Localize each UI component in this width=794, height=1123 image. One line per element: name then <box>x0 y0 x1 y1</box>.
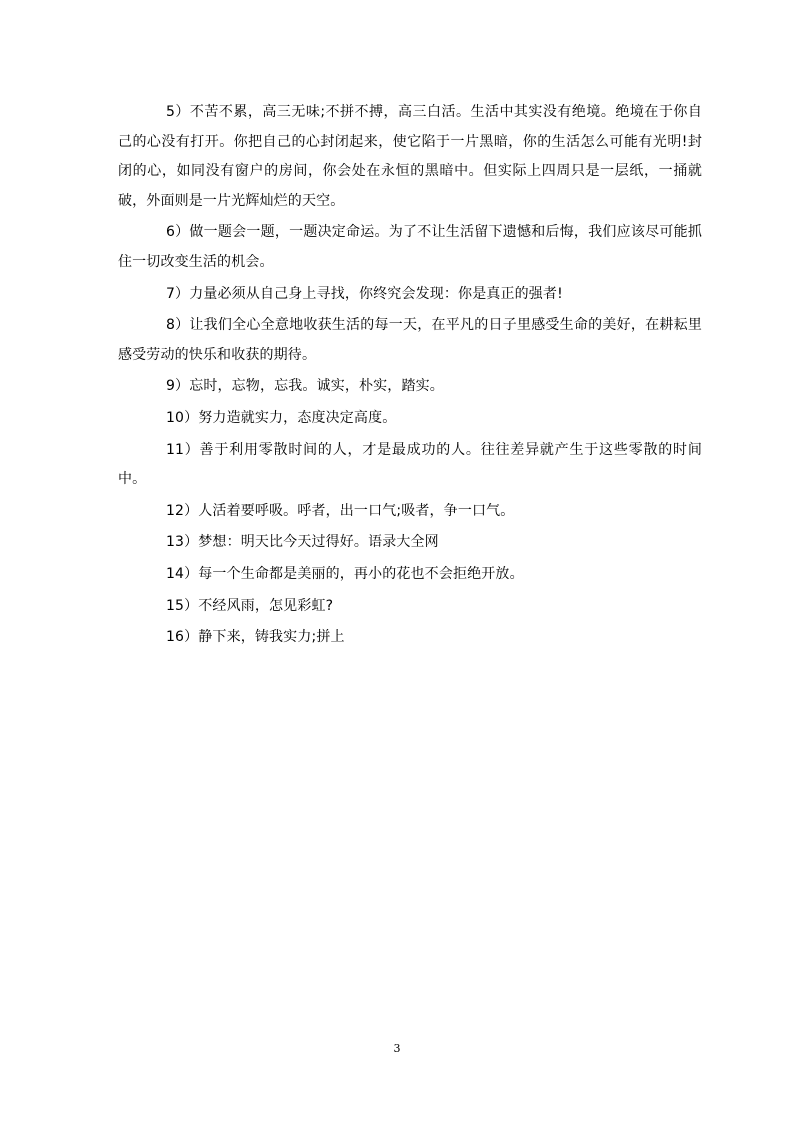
paragraph-14: 14）每一个生命都是美丽的，再小的花也不会拒绝开放。 <box>166 565 524 582</box>
paragraph-15: 15）不经风雨，怎见彩虹? <box>166 597 334 614</box>
paragraph-10: 10）努力造就实力，态度决定高度。 <box>166 409 397 426</box>
paragraph-5: 5）不苦不累，高三无味;不拼不搏，高三白活。生活中其实没有绝境。绝境在于你自己的心没有打开。你把自己的心封闭起来，使它陷于一片黑暗，你的生活怎么可能有光明!封闭的心，如同没有窗户的房间，你会处在永恒的黑暗中。但实际上四周只是一层纸，一捅就破，外面则是一片光辉灿烂的天空。 <box>118 104 702 209</box>
paragraph-16: 16）静下来，铸我实力;拼上 <box>166 629 345 646</box>
paragraph-9: 9）忘时，忘物，忘我。诚实，朴实，踏实。 <box>166 378 444 395</box>
paragraph-7: 7）力量必须从自己身上寻找，你终究会发现：你是真正的强者! <box>166 285 563 302</box>
paragraph-8: 8）让我们全心全意地收获生活的每一天，在平凡的日子里感受生命的美好，在耕耘里感受劳动的快乐和收获的期待。 <box>118 317 702 363</box>
page-number: 3 <box>393 1042 401 1055</box>
paragraph-6: 6）做一题会一题，一题决定命运。为了不让生活留下遗憾和后悔，我们应该尽可能抓住一切改变生活的机会。 <box>118 224 702 270</box>
paragraph-12: 12）人活着要呼吸。呼者，出一口气;吸者，争一口气。 <box>166 502 515 519</box>
document-body <box>118 98 702 655</box>
paragraph-13: 13）梦想：明天比今天过得好。语录大全网 <box>166 534 439 551</box>
paragraph-11: 11）善于利用零散时间的人，才是最成功的人。往往差异就产生于这些零散的时间中。 <box>118 441 702 488</box>
